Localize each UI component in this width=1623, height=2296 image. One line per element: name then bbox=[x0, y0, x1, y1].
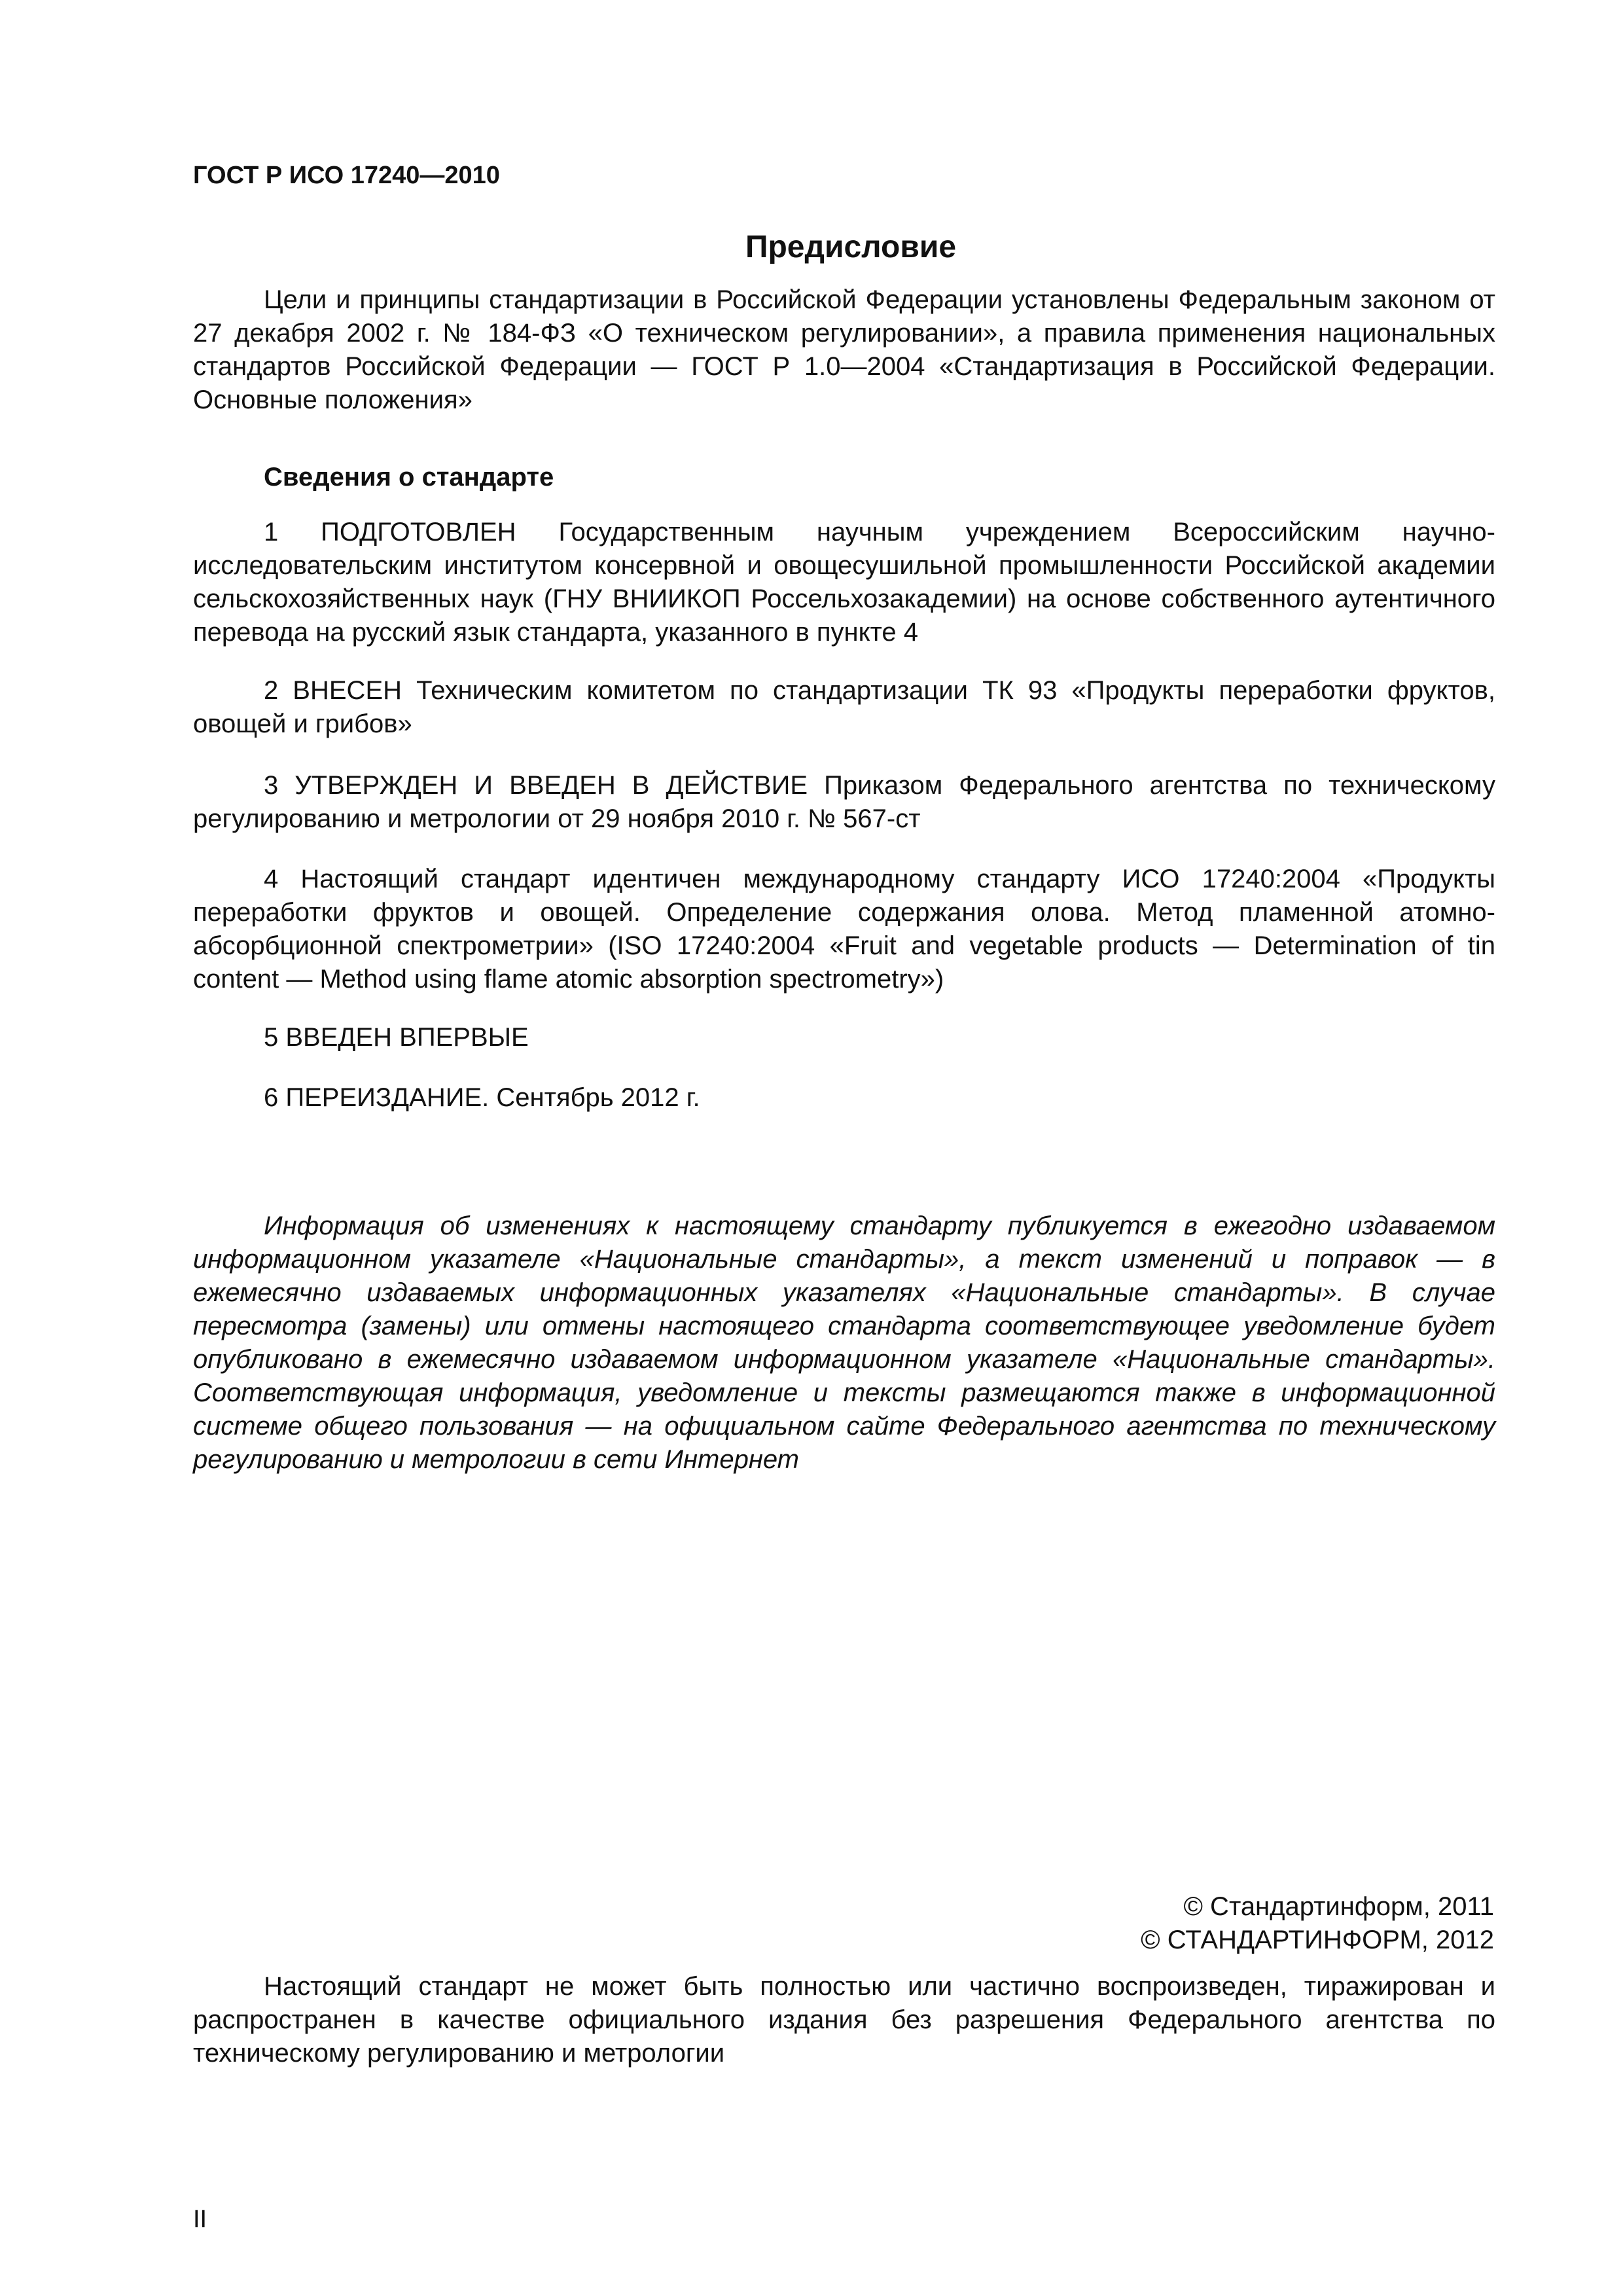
info-item-1: 1 ПОДГОТОВЛЕН Государственным научным учреждением Всероссийским научно-исследовательским институтом консервной и овощесушильной промышленности Российской академии сельскохозяйственных наук (ГНУ ВНИИКОП Россельхозакадемии) на основе собственного аутентичного перевода на русский язык стандарта, указанного в пункте 4 bbox=[193, 518, 1495, 647]
info-item-4: 4 Настоящий стандарт идентичен международному стандарту ИСО 17240:2004 «Продукты переработки фруктов и овощей. Определение содержания олова. Метод пламенной атомно-абсорбционной спектрометрии» (ISO 17240:2004 «Fruit and vegetable products — Determination of tin content — Method using flame atomic absorption spectrometry») bbox=[193, 865, 1495, 994]
section-heading: Сведения о стандарте bbox=[264, 463, 554, 492]
page-title: Предисловие bbox=[745, 230, 957, 264]
reproduction-notice: Настоящий стандарт не может быть полностью или частично воспроизведен, тиражирован и распространен в качестве официального издания без разрешения Федерального агентства по техническому регулированию и метрологии bbox=[193, 1972, 1495, 2068]
info-item-2: 2 ВНЕСЕН Техническим комитетом по стандартизации ТК 93 «Продукты переработки фруктов, овощей и грибов» bbox=[193, 676, 1495, 738]
intro-paragraph: Цели и принципы стандартизации в Российской Федерации установлены Федеральным законом от 27 декабря 2002 г. № 184-ФЗ «О техническом регулировании», а правила применения национальных стандартов Российской Федерации — ГОСТ Р 1.0—2004 «Стандартизация в Российской Федерации. Основные положения» bbox=[193, 285, 1495, 414]
changes-notice: Информация об изменениях к настоящему стандарту публикуется в ежегодно издаваемом информационном указателе «Национальные стандарты», а текст изменений и поправок — в ежемесячно издаваемых информационных указателях «Национальные стандарты». В случае пересмотра (замены) или отмены настоящего стандарта соответствующее уведомление будет опубликовано в ежемесячно издаваемом информационном указателе «Национальные стандарты». Соответствующая информация, уведомление и тексты размещаются также в информационной системе общего пользования — на официальном сайте Федерального агентства по техническому регулированию и метрологии в сети Интернет bbox=[193, 1211, 1495, 1474]
info-item-5: 5 ВВЕДЕН ВПЕРВЫЕ bbox=[264, 1023, 529, 1052]
copyright-block bbox=[1141, 1890, 1494, 1957]
document-code: ГОСТ Р ИСО 17240—2010 bbox=[193, 162, 500, 189]
info-item-6: 6 ПЕРЕИЗДАНИЕ. Сентябрь 2012 г. bbox=[264, 1083, 700, 1112]
info-item-3: 3 УТВЕРЖДЕН И ВВЕДЕН В ДЕЙСТВИЕ Приказом Федерального агентства по техническому регулированию и метрологии от 29 ноября 2010 г. № 567-ст bbox=[193, 771, 1495, 833]
copyright-line-2011: © Стандартинформ, 2011 bbox=[1183, 1892, 1494, 1921]
page-number: II bbox=[193, 2206, 207, 2233]
copyright-line-2012: © СТАНДАРТИНФОРМ, 2012 bbox=[1141, 1926, 1494, 1954]
